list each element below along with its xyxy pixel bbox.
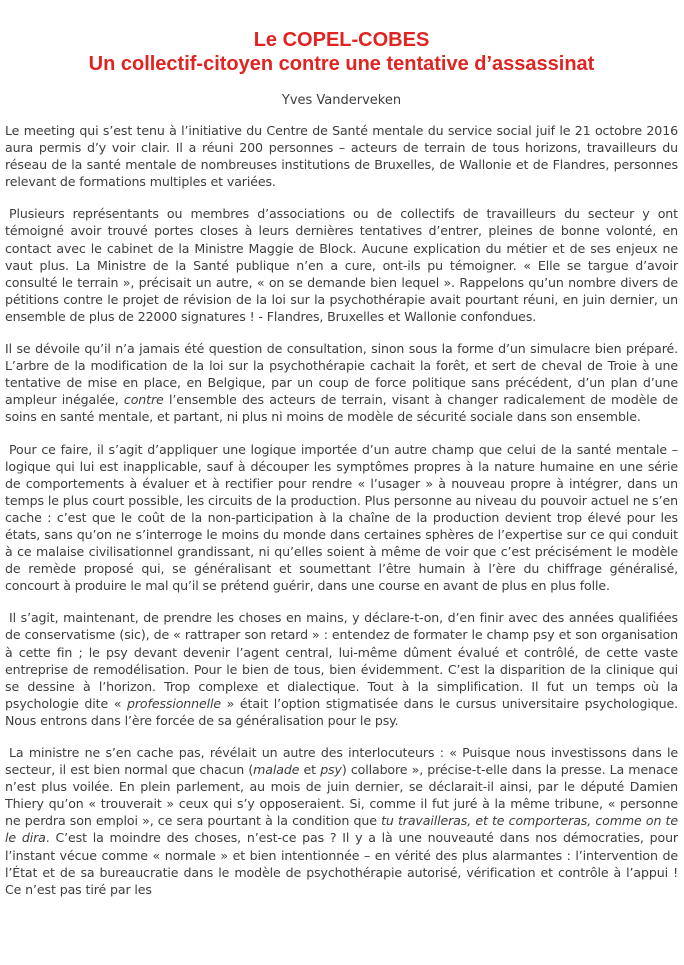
text-run: La ministre ne s’en cache pas, révélait un autre des interlocuteurs : « Puisque nous investissons dans le secteur, il est bien normal que chacun ( (5, 745, 678, 778)
text-run: » était l’option stigmatisée dans le cursus universitaire psychologique. Nous entrons dans l’ère forcée de sa généralisation pour le psy. (5, 695, 678, 728)
paragraph (5, 122, 678, 190)
document-title-line1: Le COPEL-COBES (253, 29, 430, 51)
text-run: Plusieurs représentants ou membres d’associations ou de collectifs de travailleurs du secteur y ont témoigné avoir trouvé portes closes à leurs dernières tentatives d’entrer, pleines de bonne volonté, en contact avec le cabinet de la Ministre Maggie de Block. Aucune explication du métier et de ses enjeux ne vaut plus. La Ministre de la Santé publique n’en a cure, ont-ils pu témoigner. « Elle se targue d’avoir consulté le terrain », précisait un autre, « on se demande bien lequel ». Rappelons qu’un nombre divers de pétitions contre le projet de révision de la loi sur la psychothérapie avait pourtant réuni, en juin dernier, un ensemble de plus de 22000 signatures ! - Flandres, Bruxelles et Wallonie confondues. (5, 206, 678, 324)
document-title-line2: Un collectif-citoyen contre une tentative d’assassinat (88, 53, 595, 75)
text-run: Pour ce faire, il s’agit d’appliquer une logique importée d’un autre champ que celui de la santé mentale – logique qui lui est inapplicable, sauf à découper les symptômes propres à la nature humaine en une série de comportements à évaluer et à rectifier pour rendre « l’usager » à nouveau propre à intégrer, dans un temps le plus court possible, les circuits de la production. Plus personne au niveau du pouvoir actuel ne s’en cache : c’est que le coût de la non-participation à la chaîne de la production devient trop élevé pour les états, sans qu’on ne s’interroge le moins du monde dans certaines sphères de l’expertise sur ce qui conduit à ce malaise civilisationnel grandissant, ni qu’elles soient à même de voir que c’est précisément le modèle de remède proposé qui, se généralisant et soumettant l’être humain à l’ère du chiffrage généralisé, concourt à produire le mal qu’il se prétend guérir, dans une course en avant de plus en plus folle. (5, 441, 678, 594)
text-run: Il s’agit, maintenant, de prendre les choses en mains, y déclare-t-on, d’en finir avec des années qualifiées de conservatisme (sic), de « rattraper son retard » : entendez de formater le champ psy et son organisation à cette fin ; le psy devant devenir l’agent central, lui-même dûment évalué et contrôlé, de cette vaste entreprise de remodélisation. Pour le bien de tous, bien évidemment. C’est la disparition de la clinique qui se dessine à l’horizon. Trop complexe et dialectique. Tout à la simplification. Il fut un temps où la psychologie dite « (5, 610, 678, 711)
text-run: ) collabore », précise-t-elle dans la presse. La menace n’est plus voilée. En plein parlement, au mois de juin dernier, se déclarait-il ainsi, par le député Damien Thiery qu’on « trouverait » ceux qui s’y opposeraient. Si, comme il fut juré à la même tribune, « personne ne perdra son emploi », ce sera pourtant à la condition que (5, 762, 678, 829)
text-run-italic: psy (320, 762, 342, 778)
author-byline: Yves Vanderveken (281, 93, 402, 108)
paragraph (5, 744, 678, 898)
text-run: et (299, 762, 321, 778)
paragraph (5, 205, 678, 325)
paragraph (5, 340, 678, 425)
text-run-italic: malade (253, 762, 300, 778)
text-run: Le meeting qui s’est tenu à l’initiative du Centre de Santé mentale du service social juif le 21 octobre 2016 aura permis d’y voir clair. Il a réuni 200 personnes – acteurs de terrain de tous horizons, travailleurs du réseau de la santé mentale de nombreuses institutions de Bruxelles, de Wallonie et de Flandres, personnes relevant de formations multiples et variées. (5, 123, 678, 190)
document-header (5, 28, 678, 109)
paragraph (5, 441, 678, 595)
text-run-italic: professionnelle (126, 695, 222, 711)
text-run: Il se dévoile qu’il n’a jamais été question de consultation, sinon sous la forme d’un simulacre bien préparé. L’arbre de la modification de la loi sur la psychothérapie cachait la forêt, et sert de cheval de Troie à une tentative de mise en place, en Belgique, par un coup de force politique sans précédent, d’un plan d’une ampleur inégalée, (5, 341, 678, 408)
text-run: l’ensemble des acteurs de terrain, visant à changer radicalement de modèle de soins en santé mentale, et partant, ni plus ni moins de modèle de sécurité sociale dans son ensemble. (5, 392, 679, 425)
text-run-italic: tu travailleras, et te comporteras, comme on te le dira (5, 813, 678, 846)
text-run-italic: contre (123, 392, 164, 408)
text-run: . C’est la moindre des choses, n’est-ce pas ? Il y a là une nouveauté dans nos démocraties, pour l’instant vécue comme « normale » et bien intentionnée – en vérité des plus alarmantes : l’intervention de l’État et de sa bureaucratie dans le modèle de psychothérapie autorisé, vérification et contrôle à l’appui ! Ce n’est pas tiré par les (5, 830, 678, 897)
paragraph (5, 609, 678, 729)
article-body (5, 122, 678, 898)
